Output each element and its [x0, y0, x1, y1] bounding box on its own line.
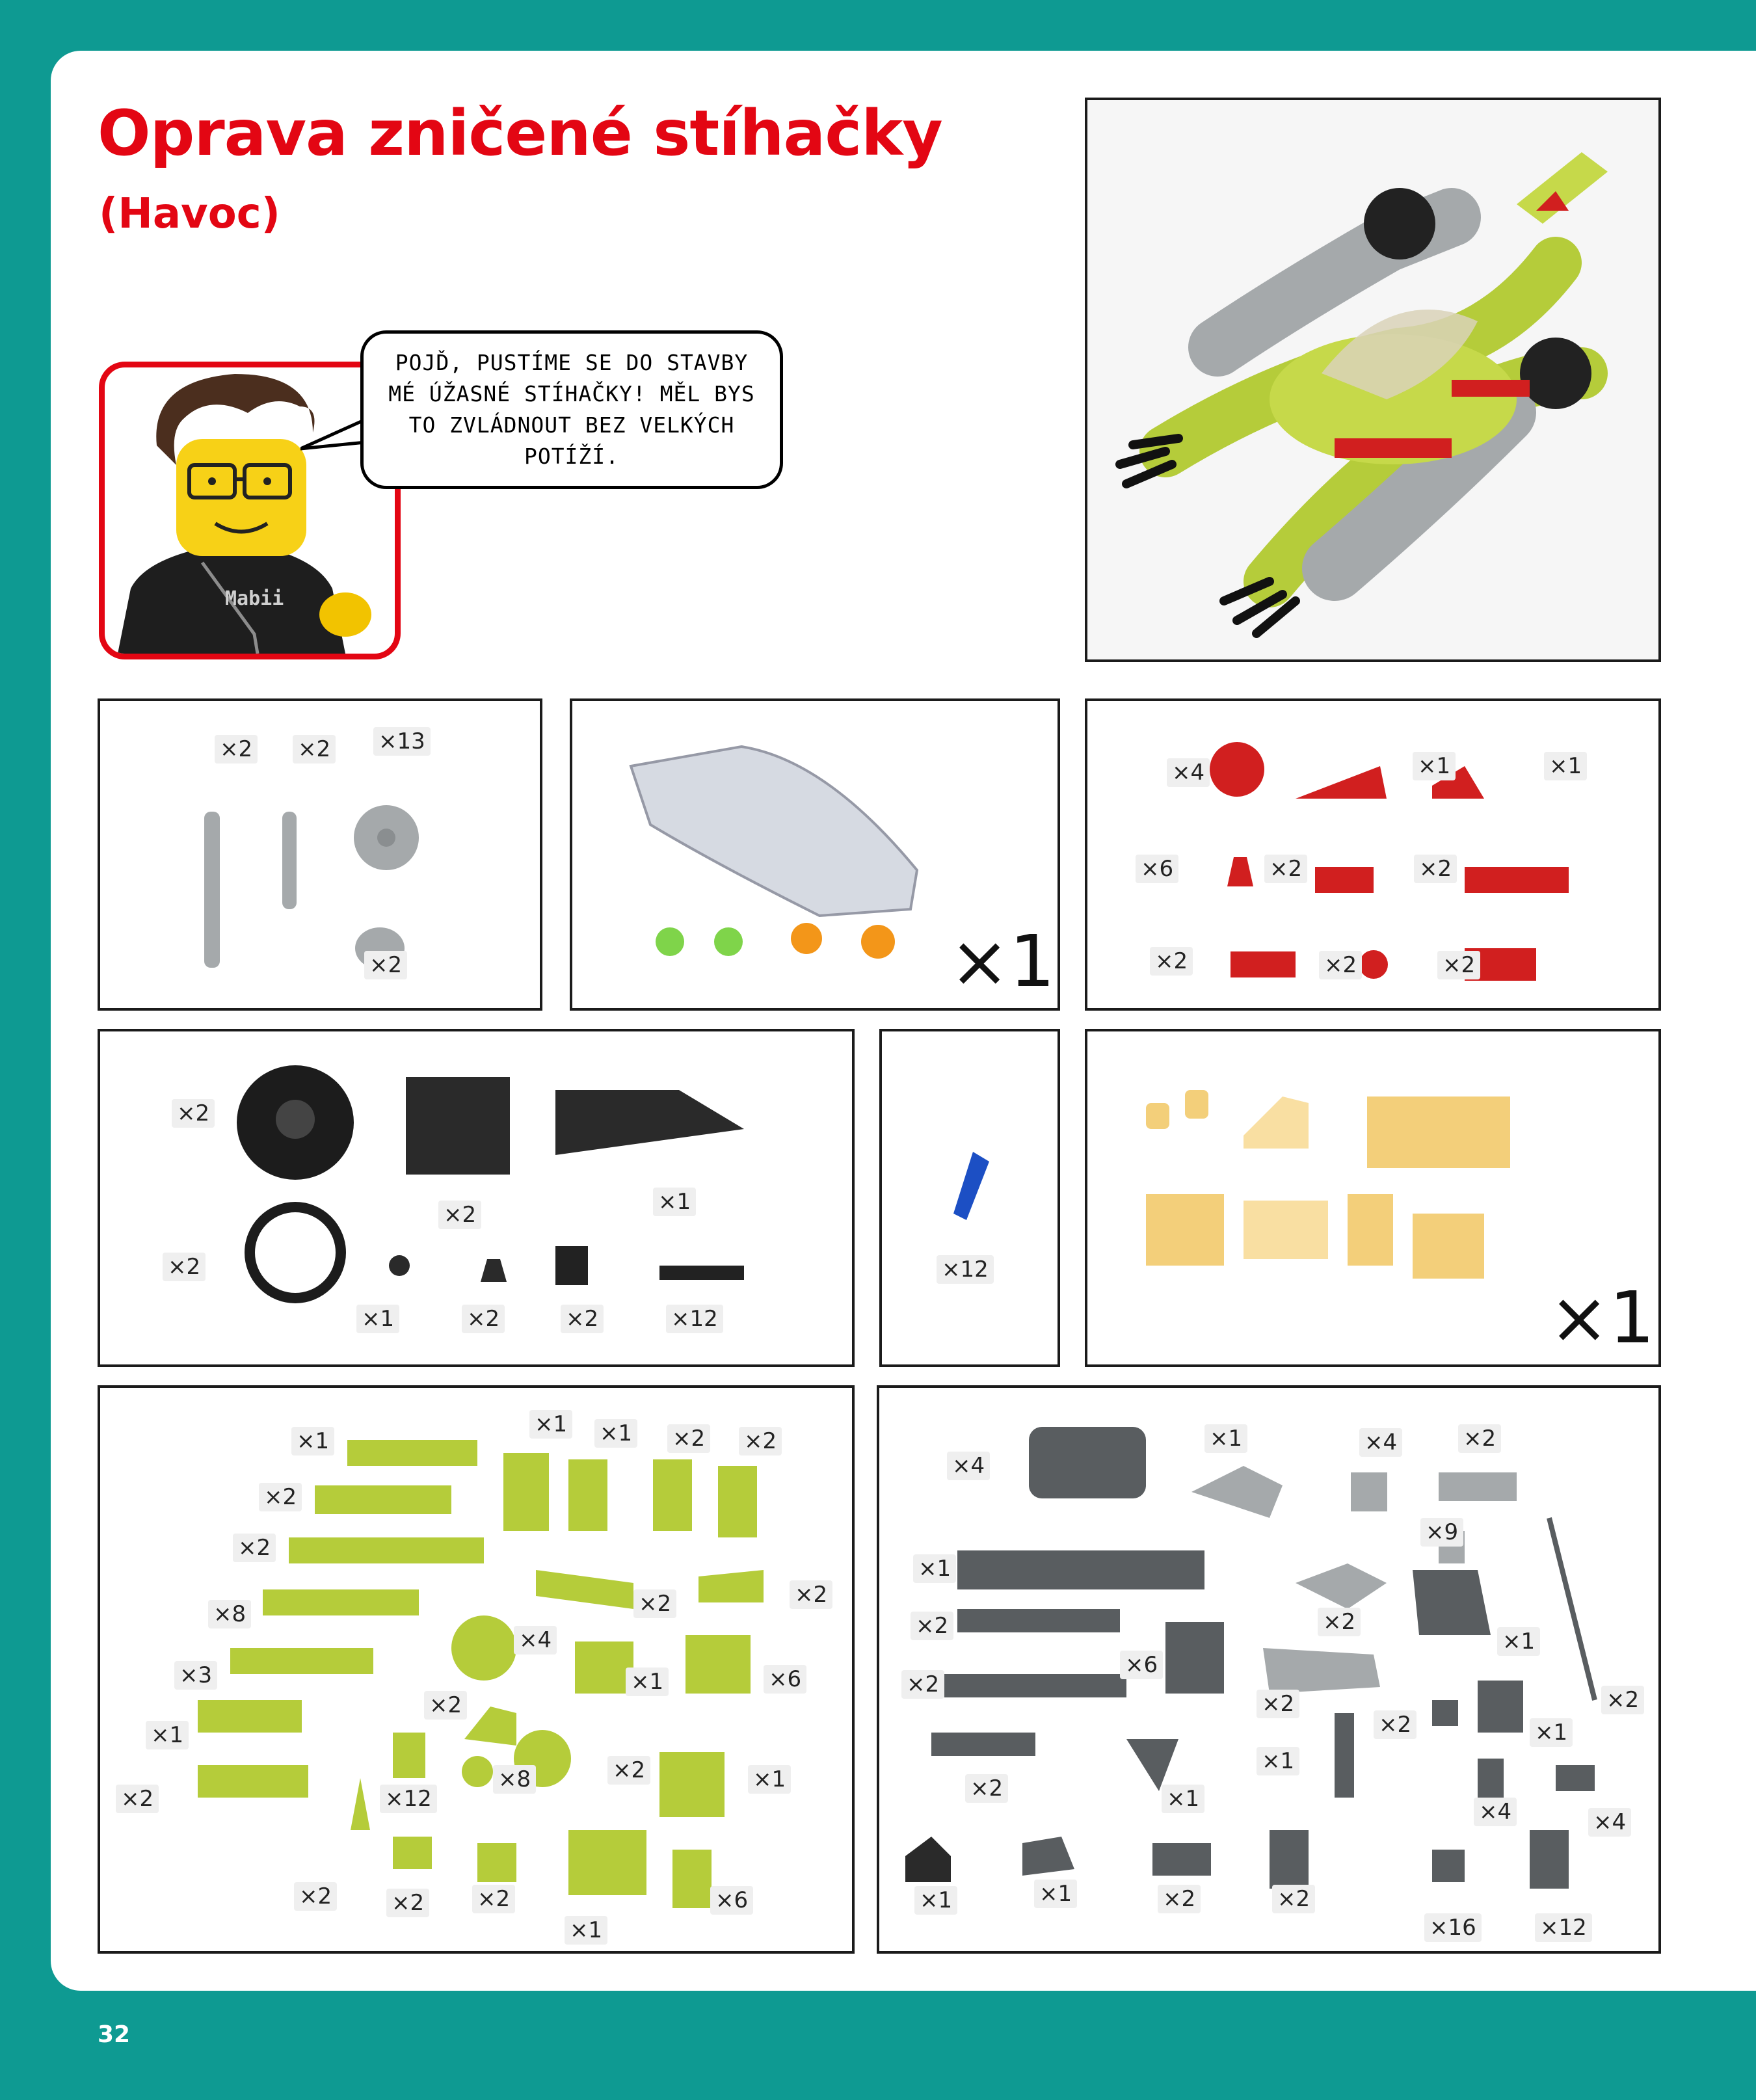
starfighter-image [1087, 100, 1658, 659]
quantity-label: ×16 [1424, 1913, 1482, 1942]
quantity-label: ×2 [1458, 1424, 1501, 1453]
quantity-label: ×13 [373, 727, 431, 756]
quantity-label: ×1 [291, 1427, 334, 1455]
quantity-label: ×1 [1162, 1785, 1204, 1813]
quantity-label: ×1 [914, 1886, 957, 1915]
quantity-label: ×2 [607, 1756, 650, 1785]
quantity-label: ×12 [1535, 1913, 1592, 1942]
quantity-label: ×2 [1319, 951, 1362, 979]
quantity-label: ×2 [472, 1885, 515, 1913]
quantity-label-large: ×1 [950, 920, 1056, 1003]
quantity-label: ×2 [1272, 1885, 1315, 1913]
quantity-label: ×2 [901, 1670, 944, 1699]
quantity-label: ×1 [594, 1419, 637, 1448]
panel-lime-parts [98, 1385, 855, 1954]
quantity-label: ×2 [424, 1691, 467, 1720]
quantity-label: ×2 [259, 1483, 302, 1511]
quantity-label: ×1 [626, 1668, 669, 1696]
quantity-label: ×1 [1204, 1424, 1247, 1453]
quantity-label: ×2 [1150, 947, 1193, 976]
quantity-label: ×12 [666, 1305, 723, 1333]
shirt-text: Mabii [225, 587, 284, 610]
page-subtitle: (Havoc) [99, 190, 280, 238]
blue-pin-image [947, 1149, 999, 1227]
minifigure-avatar [99, 362, 401, 659]
quantity-label: ×4 [514, 1626, 557, 1655]
quantity-label: ×12 [380, 1785, 437, 1813]
quantity-label: ×2 [438, 1201, 481, 1229]
gray-parts-image [879, 1388, 1658, 1951]
quantity-label: ×2 [1601, 1686, 1644, 1714]
speech-bubble [360, 330, 783, 489]
quantity-label: ×1 [748, 1765, 791, 1794]
black-parts-image [224, 1057, 848, 1344]
quantity-label: ×2 [633, 1589, 676, 1618]
quantity-label: ×1 [146, 1721, 189, 1749]
quantity-label: ×2 [294, 1882, 337, 1911]
quantity-label: ×2 [739, 1427, 782, 1455]
panel-gray-parts [877, 1385, 1661, 1954]
quantity-label: ×1 [913, 1554, 956, 1583]
speech-text: POJĎ, PUSTÍME SE DO STAVBY MÉ ÚŽASNÉ STÍHAČKY! MĚL BYS TO ZVLÁDNOUT BEZ VELKÝCH POTÍŽÍ. [388, 350, 755, 469]
quantity-label: ×2 [1264, 855, 1307, 883]
quantity-label: ×1 [565, 1916, 607, 1945]
quantity-label: ×8 [493, 1765, 536, 1794]
quantity-label: ×8 [208, 1600, 251, 1628]
panel-gray-axles [98, 698, 542, 1011]
gray-axles-image [191, 753, 464, 987]
quantity-label: ×2 [1318, 1608, 1361, 1636]
quantity-label: ×9 [1420, 1518, 1463, 1547]
quantity-label: ×1 [1034, 1880, 1077, 1908]
quantity-label: ×2 [293, 735, 336, 764]
quantity-label: ×2 [1414, 855, 1457, 883]
panel-red-parts [1085, 698, 1661, 1011]
page-number: 32 [98, 2021, 131, 2048]
quantity-label-large: ×1 [1549, 1276, 1655, 1359]
speech-bubble-tail [300, 416, 366, 455]
panel-blue-pin [879, 1029, 1060, 1367]
canopy-image [611, 721, 976, 981]
quantity-label: ×2 [1374, 1710, 1417, 1739]
quantity-label: ×2 [667, 1424, 710, 1453]
quantity-label: ×2 [911, 1612, 953, 1640]
panel-canopy [570, 698, 1060, 1011]
quantity-label: ×2 [790, 1580, 832, 1609]
quantity-label: ×3 [174, 1661, 217, 1690]
quantity-label: ×4 [947, 1452, 990, 1480]
panel-black-parts [98, 1029, 855, 1367]
fighter-photo [1085, 98, 1661, 662]
quantity-label: ×12 [937, 1255, 994, 1284]
quantity-label: ×2 [462, 1305, 505, 1333]
quantity-label: ×2 [965, 1774, 1008, 1803]
quantity-label: ×2 [1158, 1885, 1201, 1913]
quantity-label: ×2 [1257, 1690, 1299, 1718]
quantity-label: ×4 [1359, 1428, 1402, 1457]
panel-tan-parts [1085, 1029, 1661, 1367]
quantity-label: ×1 [1257, 1747, 1299, 1775]
quantity-label: ×1 [1544, 752, 1587, 780]
quantity-label: ×2 [215, 735, 258, 764]
quantity-label: ×2 [561, 1305, 604, 1333]
tan-parts-image [1126, 1064, 1517, 1311]
quantity-label: ×4 [1588, 1808, 1631, 1837]
quantity-label: ×1 [1413, 752, 1456, 780]
minifigure-illustration [105, 367, 395, 654]
quantity-label: ×1 [356, 1305, 399, 1333]
quantity-label: ×2 [116, 1785, 159, 1813]
quantity-label: ×2 [364, 951, 407, 979]
quantity-label: ×2 [172, 1099, 215, 1128]
quantity-label: ×4 [1474, 1798, 1517, 1826]
quantity-label: ×2 [386, 1889, 429, 1917]
quantity-label: ×1 [1530, 1718, 1573, 1747]
quantity-label: ×6 [710, 1886, 753, 1915]
page-title: Oprava zničené stíhačky [98, 97, 942, 170]
quantity-label: ×6 [1136, 855, 1178, 883]
quantity-label: ×2 [233, 1534, 276, 1562]
quantity-label: ×1 [529, 1410, 572, 1439]
quantity-label: ×1 [653, 1188, 696, 1216]
quantity-label: ×2 [163, 1253, 206, 1281]
quantity-label: ×4 [1167, 758, 1210, 787]
quantity-label: ×1 [1497, 1627, 1540, 1656]
quantity-label: ×6 [1120, 1651, 1163, 1679]
quantity-label: ×6 [764, 1665, 806, 1694]
red-parts-image [1204, 727, 1569, 987]
quantity-label: ×2 [1437, 951, 1480, 979]
